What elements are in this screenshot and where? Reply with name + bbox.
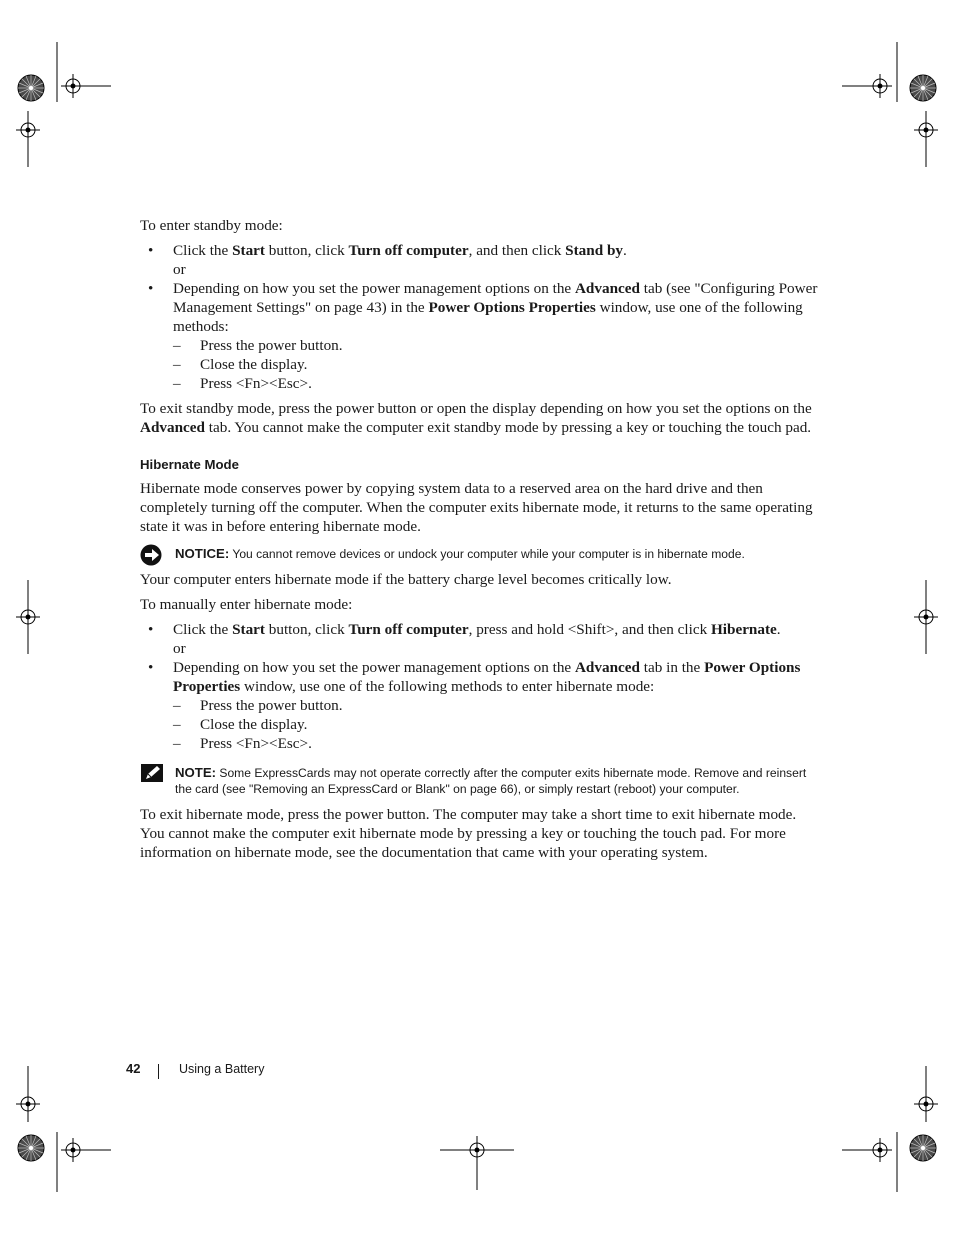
standby-method: – Close the display.	[173, 356, 308, 373]
standby-or: or	[173, 261, 186, 278]
hibernate-bullet-1: • Click the Start button, click Turn off computer, press and hold <Shift>, and then click Hibernate.	[148, 621, 781, 638]
bullet-glyph: •	[148, 659, 154, 676]
note-pencil-icon	[140, 763, 166, 789]
standby-bullet-2: • Depending on how you set the power management options on the Advanced tab (see "Configuring Power Management Settings" on page 43) in the Power Options Properties window, use one of the following methods:	[148, 280, 818, 335]
hibernate-low-battery: Your computer enters hibernate mode if the battery charge level becomes critically low.	[140, 571, 672, 588]
standby-bullet-1: • Click the Start button, click Turn off computer, and then click Stand by.	[148, 242, 627, 259]
notice-callout: NOTICE: You cannot remove devices or undock your computer while your computer is in hibernate mode.	[140, 546, 820, 562]
standby-method: – Press <Fn><Esc>.	[173, 375, 312, 392]
standby-intro: To enter standby mode:	[140, 217, 283, 234]
hibernate-method: – Press the power button.	[173, 697, 343, 714]
chapter-title: Using a Battery	[179, 1062, 265, 1076]
standby-exit: To exit standby mode, press the power button or open the display depending on how you set the options on the Advanced tab. You cannot make the computer exit standby mode by pressing a key or touching the touch pad.	[140, 400, 812, 436]
hibernate-heading: Hibernate Mode	[140, 457, 239, 472]
body-content	[140, 216, 820, 868]
hibernate-or: or	[173, 640, 186, 657]
note-callout: NOTE: Some ExpressCards may not operate correctly after the computer exits hibernate mode. Remove and reinsert the card (see "Removing an ExpressCard or Blank" on page 66), or simply restart (reboot) your computer.	[140, 765, 820, 797]
bullet-glyph: •	[148, 280, 154, 297]
bullet-glyph: •	[148, 242, 154, 259]
hibernate-method: – Press <Fn><Esc>.	[173, 735, 312, 752]
footer-divider	[158, 1064, 159, 1079]
notice-arrow-icon	[140, 544, 166, 570]
hibernate-exit: To exit hibernate mode, press the power button. The computer may take a short time to exit hibernate mode. You cannot make the computer exit hibernate mode by pressing a key or touching the touch pad. For more information on hibernate mode, see the documentation that came with your operating system.	[140, 806, 797, 861]
standby-method: – Press the power button.	[173, 337, 343, 354]
page-number: 42	[126, 1061, 141, 1076]
hibernate-method: – Close the display.	[173, 716, 308, 733]
hibernate-bullet-2: • Depending on how you set the power management options on the Advanced tab in the Power Options Properties window, use one of the following methods to enter hibernate mode:	[148, 659, 801, 695]
page-footer	[0, 1061, 954, 1081]
hibernate-description: Hibernate mode conserves power by copying system data to a reserved area on the hard drive and then completely turning off the computer. When the computer exits hibernate mode, it returns to the same operating state it was in before entering hibernate mode.	[140, 480, 813, 535]
bullet-glyph: •	[148, 621, 154, 638]
hibernate-manual-intro: To manually enter hibernate mode:	[140, 596, 353, 613]
